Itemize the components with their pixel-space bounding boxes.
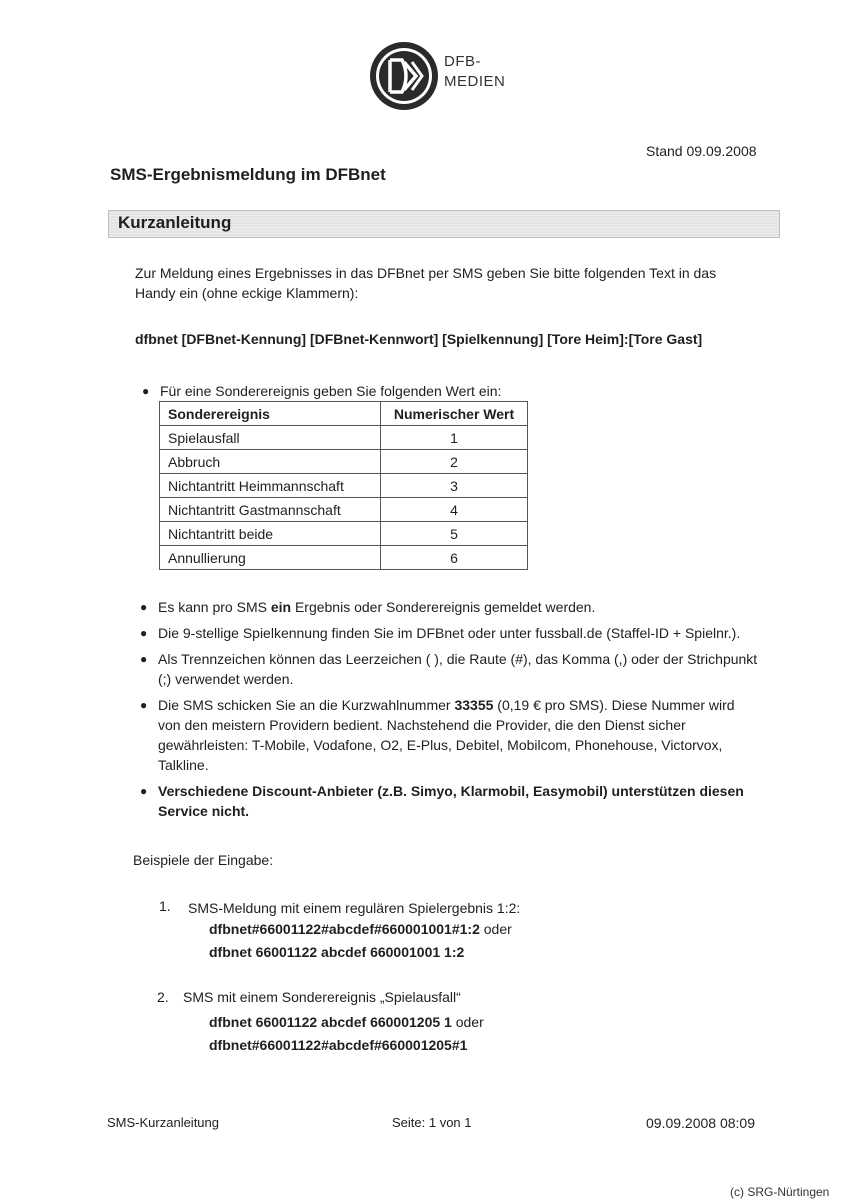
sms-command-format: dfbnet [DFBnet-Kennung] [DFBnet-Kennwort] [Spielkennung] [Tore Heim]:[Tore Gast] [135, 331, 703, 347]
footer-document-name: SMS-Kurzanleitung [107, 1115, 219, 1130]
example-2-code-2: dfbnet#66001122#abcdef#660001205#1 [209, 1037, 468, 1053]
example-1-code-1: dfbnet#66001122#abcdef#660001001#1:2 [209, 921, 480, 937]
table-cell: Abbruch [160, 450, 381, 474]
bullet-text: Als Trennzeichen können das Leerzeichen ( ), die Raute (#), das Komma (,) oder der Strichpunkt (;) verwendet werden. [158, 651, 758, 687]
table-cell: 6 [381, 546, 528, 570]
bullet-bold-text: 33355 [454, 697, 494, 713]
intro-paragraph: Zur Meldung eines Ergebnisses in das DFBnet per SMS geben Sie bitte folgenden Text in das Handy ein (ohne eckige Klammern): [135, 265, 717, 301]
bullet-icon: ● [140, 626, 148, 640]
table-cell: Nichtantritt beide [160, 522, 381, 546]
dfb-emblem-icon [368, 40, 440, 112]
list-item [140, 781, 758, 821]
bullet-text: Verschiedene Discount-Anbieter (z.B. Simyo, Klarmobil, Easymobil) unterstützen diesen Service nicht. [158, 783, 744, 819]
list-item [140, 695, 758, 775]
example-2-or: oder [451, 1014, 484, 1030]
example-2-line-1 [209, 1012, 484, 1032]
info-bullet-list [140, 597, 758, 827]
table-cell: 2 [381, 450, 528, 474]
table-cell: 3 [381, 474, 528, 498]
table-cell: 1 [381, 426, 528, 450]
example-2-text: SMS mit einem Sonderereignis „Spielausfall“ [183, 989, 461, 1005]
copyright-notice: (c) SRG-Nürtingen [730, 1185, 830, 1199]
logo-line-2: MEDIEN [444, 73, 506, 90]
examples-heading: Beispiele der Eingabe: [133, 852, 274, 868]
bullet-text: Es kann pro SMS [158, 599, 271, 615]
bullet-bold-text: ein [270, 599, 292, 615]
bullet-icon: ● [140, 784, 148, 798]
table-cell: Nichtantritt Heimmannschaft [160, 474, 381, 498]
table-row [160, 522, 528, 546]
table-header: Sonderereignis [160, 402, 381, 426]
table-row [160, 450, 528, 474]
sonderereignis-table [159, 401, 528, 570]
table-row [160, 546, 528, 570]
page-title: SMS-Ergebnismeldung im DFBnet [110, 165, 386, 184]
bullet-text: Ergebnis oder Sonderereignis gemeldet werden. [291, 599, 596, 615]
bullet-icon: ● [142, 384, 150, 398]
bullet-icon: ● [140, 600, 148, 614]
example-2-number: 2. [157, 989, 169, 1005]
logo-line-1: DFB- [444, 53, 481, 70]
table-row [160, 474, 528, 498]
footer-page-number: Seite: 1 von 1 [392, 1115, 472, 1130]
list-item [140, 597, 758, 617]
logo-text [444, 52, 505, 92]
list-item [140, 623, 758, 643]
table-row [160, 498, 528, 522]
list-item [140, 649, 758, 689]
example-1-or: oder [479, 921, 512, 937]
table-header-row [160, 402, 528, 426]
table-row [160, 426, 528, 450]
table-cell: 4 [381, 498, 528, 522]
table-cell: Annullierung [160, 546, 381, 570]
sonder-intro-text: Für eine Sonderereignis geben Sie folgenden Wert ein: [160, 383, 502, 399]
footer-timestamp: 09.09.2008 08:09 [646, 1115, 755, 1131]
section-title: Kurzanleitung [118, 213, 232, 232]
table-cell: 5 [381, 522, 528, 546]
example-1-number: 1. [159, 898, 171, 914]
table-cell: Nichtantritt Gastmannschaft [160, 498, 381, 522]
bullet-icon: ● [140, 652, 148, 666]
sonder-intro-bullet [142, 381, 502, 401]
example-1-text: SMS-Meldung mit einem regulären Spielergebnis 1:2: [188, 900, 521, 916]
bullet-text: Die 9-stellige Spielkennung finden Sie im DFBnet oder unter fussball.de (Staffel-ID + Spielnr.). [158, 625, 741, 641]
example-1-code-2: dfbnet 66001122 abcdef 660001001 1:2 [209, 944, 465, 960]
bullet-icon: ● [140, 698, 148, 712]
table-header: Numerischer Wert [381, 402, 528, 426]
bullet-text: (0,19 € pro SMS). Diese Nummer wird von den meistern Providern bedient. Nachstehend die Provider, die den Dienst sicher gewährleisten: T-Mobile, Vodafone, O2, E-Plus, Debitel, Mobilcom, Phonehouse, Victorvox, Talkline. [158, 697, 735, 773]
example-1-line-1 [209, 919, 512, 939]
table-cell: Spielausfall [160, 426, 381, 450]
bullet-text: Die SMS schicken Sie an die Kurzwahlnummer [158, 697, 455, 713]
example-2-code-1: dfbnet 66001122 abcdef 660001205 1 [209, 1014, 452, 1030]
stand-date: Stand 09.09.2008 [646, 143, 757, 159]
